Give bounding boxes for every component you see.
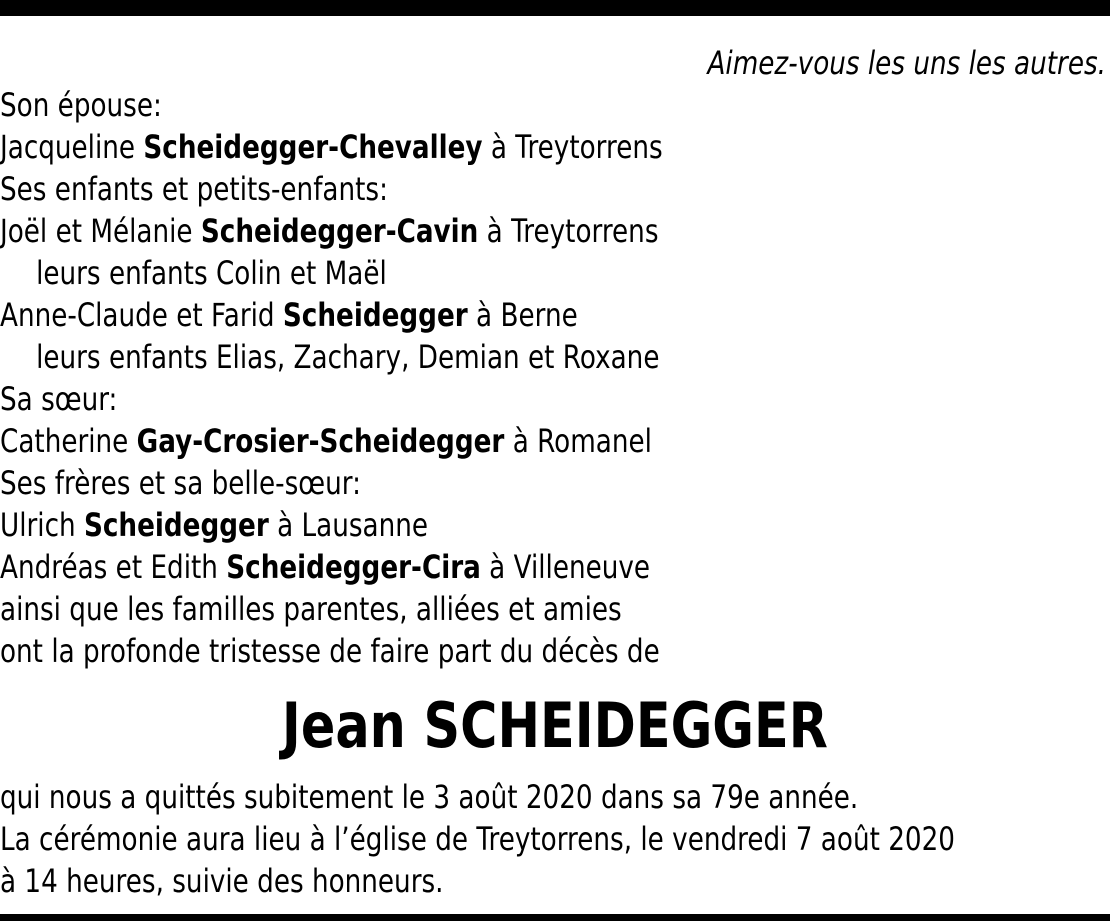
family-line: ont la profonde tristesse de faire part du décès de — [0, 632, 660, 670]
top-rule — [0, 0, 1110, 16]
family-line: Anne-Claude et Farid Scheidegger à Berne — [0, 296, 578, 334]
closing-line: La cérémonie aura lieu à l’église de Treytorrens, le vendredi 7 août 2020 — [0, 820, 955, 858]
family-line: Ses enfants et petits-enfants: — [0, 170, 388, 208]
family-line: ainsi que les familles parentes, alliées et amies — [0, 590, 622, 628]
family-line: Son épouse: — [0, 86, 162, 124]
closing-line: à 14 heures, suivie des honneurs. — [0, 862, 444, 900]
family-list — [0, 84, 663, 672]
closing-text — [0, 776, 955, 902]
bottom-rule — [0, 914, 1110, 921]
family-line: Catherine Gay-Crosier-Scheidegger à Romanel — [0, 422, 652, 460]
closing-line: qui nous a quittés subitement le 3 août 2020 dans sa 79e année. — [0, 778, 859, 816]
family-line: leurs enfants Colin et Maël — [36, 254, 387, 292]
family-line: Ses frères et sa belle-sœur: — [0, 464, 361, 502]
family-line: leurs enfants Elias, Zachary, Demian et Roxane — [36, 338, 660, 376]
family-line: Andréas et Edith Scheidegger-Cira à Villeneuve — [0, 548, 651, 586]
family-line: Jacqueline Scheidegger-Chevalley à Treytorrens — [0, 128, 663, 166]
family-line: Sa sœur: — [0, 380, 118, 418]
deceased-name — [0, 688, 1110, 764]
family-line: Ulrich Scheidegger à Lausanne — [0, 506, 429, 544]
deceased-name-text: Jean SCHEIDEGGER — [282, 689, 828, 762]
epigraph: Aimez-vous les uns les autres. — [707, 44, 1106, 82]
family-line: Joël et Mélanie Scheidegger-Cavin à Treytorrens — [0, 212, 659, 250]
